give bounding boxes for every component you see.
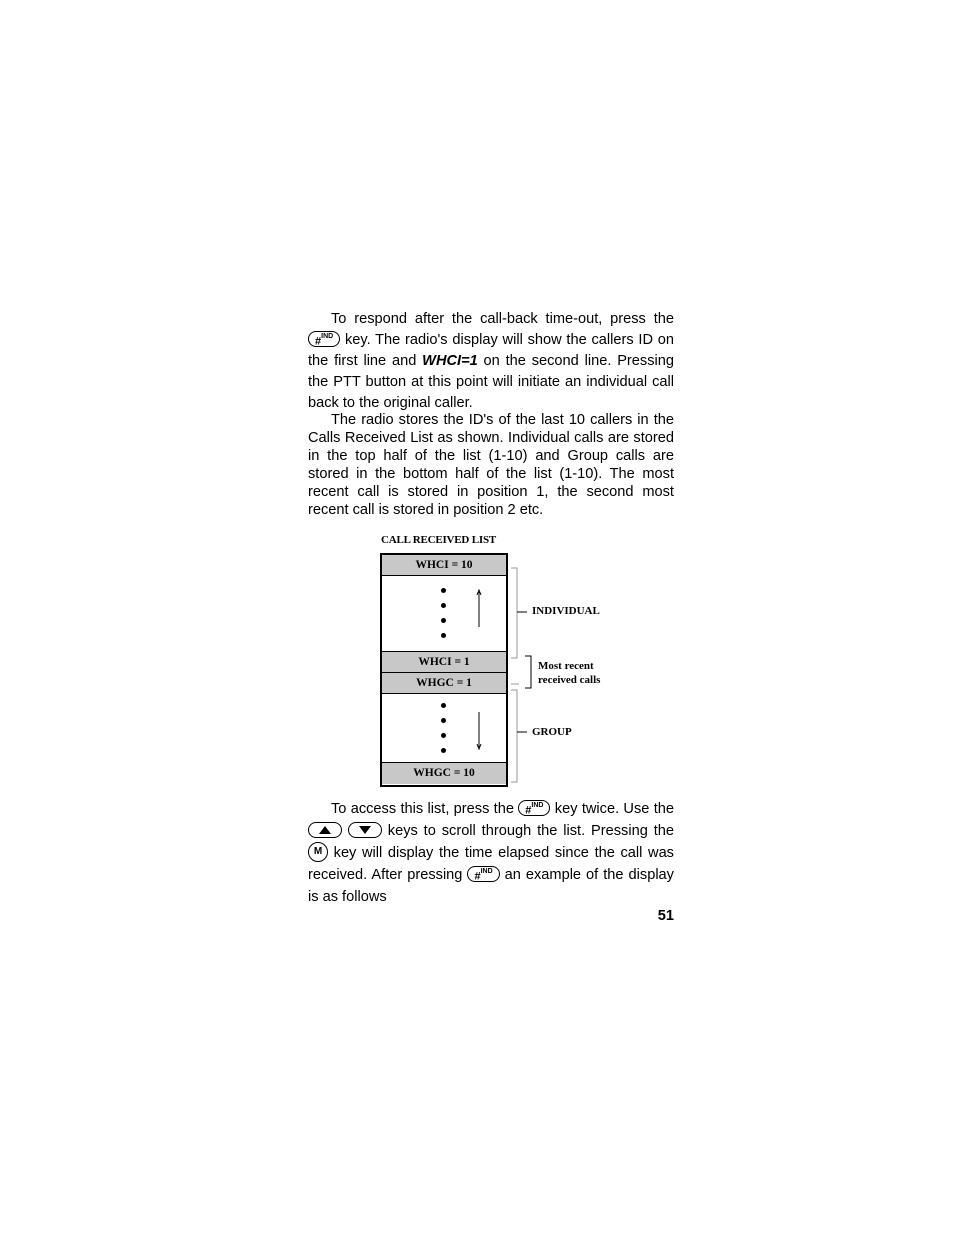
arrow-up-icon xyxy=(475,589,483,629)
list-dot xyxy=(441,733,446,738)
label-most-recent: Most recent xyxy=(538,660,594,672)
list-dot xyxy=(441,603,446,608)
label-individual: INDIVIDUAL xyxy=(532,605,600,617)
menu-key-icon: M xyxy=(308,842,328,862)
down-key-icon xyxy=(348,822,382,838)
list-dot xyxy=(441,718,446,723)
whci-code: WHCI=1 xyxy=(422,353,478,369)
up-key-icon xyxy=(308,822,342,838)
hash-ind-key-icon: #$^{IND}$ xyxy=(518,800,550,816)
row-whgc-10: WHGC = 10 xyxy=(382,762,506,784)
hash-ind-key-icon: #$^{IND}$ xyxy=(308,331,340,347)
list-dot xyxy=(441,618,446,623)
row-whgc-1: WHGC = 1 xyxy=(382,673,506,694)
label-group: GROUP xyxy=(532,726,572,738)
list-dot xyxy=(441,703,446,708)
list-dot xyxy=(441,633,446,638)
paragraph-callback: To respond after the call-back time-out, press the #$^{IND}$ key. The radio's display will show the callers ID on the first line and WHCI=1 on the second line. Pressing the PTT button at this point will initiate an individual call back to the original caller. xyxy=(308,311,674,411)
hash-ind-key-icon: #$^{IND}$ xyxy=(467,866,499,882)
page-number: 51 xyxy=(657,908,674,924)
paragraph-access-list: To access this list, press the #$^{IND}$ key twice. Use the keys to scroll through the list. Pressing the M key will display the time elapsed since the call was received. After pressing #$^{IND}$ an example of the display is as follows xyxy=(308,801,674,905)
diagram-title: CALL RECEIVED LIST xyxy=(381,534,496,546)
row-whci-10: WHCI = 10 xyxy=(382,555,506,576)
label-received-calls: received calls xyxy=(538,674,601,686)
row-whci-1: WHCI = 1 xyxy=(382,651,506,673)
arrow-down-icon xyxy=(475,710,483,750)
paragraph-calls-received: The radio stores the ID's of the last 10 callers in the Calls Received List as shown. Individual calls are stored in the top half of the list (1-10) and Group calls are stored in the bottom half of the list (1-10). The most recent call is stored in position 1, the second most recent call is stored in position 2 etc. xyxy=(308,412,674,518)
list-dot xyxy=(441,588,446,593)
list-dot xyxy=(441,748,446,753)
call-received-list-diagram xyxy=(380,553,508,787)
